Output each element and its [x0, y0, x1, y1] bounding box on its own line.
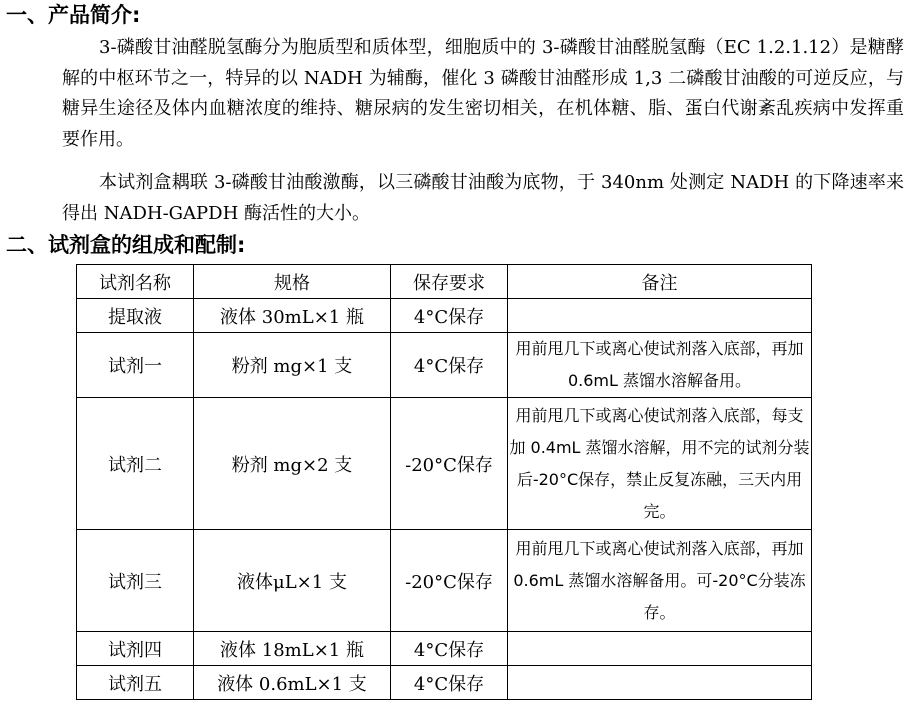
reagent-storage: 4°C保存 — [391, 333, 508, 398]
reagent-note: 用前甩几下或离心使试剂落入底部，再加 0.6mL 蒸馏水溶解备用。可-20°C分装冻存。 — [508, 530, 812, 632]
section-heading-intro: 一、产品简介: — [6, 3, 141, 27]
reagent-spec: 粉剂 mg×1 支 — [194, 333, 391, 398]
reagent-note — [508, 299, 812, 333]
reagent-name: 试剂四 — [77, 632, 194, 666]
header-note: 备注 — [508, 265, 812, 299]
reagent-name: 试剂三 — [77, 530, 194, 632]
reagent-storage: 4°C保存 — [391, 632, 508, 666]
reagent-table — [76, 264, 812, 700]
reagent-name: 试剂五 — [77, 666, 194, 700]
table-row — [77, 666, 812, 700]
table-row — [77, 333, 812, 398]
header-storage: 保存要求 — [391, 265, 508, 299]
reagent-name: 提取液 — [77, 299, 194, 333]
reagent-note — [508, 666, 812, 700]
table-row — [77, 398, 812, 530]
header-name: 试剂名称 — [77, 265, 194, 299]
reagent-name: 试剂一 — [77, 333, 194, 398]
reagent-storage: -20°C保存 — [391, 398, 508, 530]
reagent-storage: 4°C保存 — [391, 299, 508, 333]
intro-paragraph-2: 本试剂盒耦联 3-磷酸甘油酸激酶，以三磷酸甘油酸为底物，于 340nm 处测定 NADH 的下降速率来得出 NADH-GAPDH 酶活性的大小。 — [62, 172, 904, 224]
table-header-row — [77, 265, 812, 299]
reagent-storage: -20°C保存 — [391, 530, 508, 632]
reagent-spec: 液体μL×1 支 — [194, 530, 391, 632]
intro-paragraph-1: 3-磷酸甘油醛脱氢酶分为胞质型和质体型，细胞质中的 3-磷酸甘油醛脱氢酶（EC 1.2.1.12）是糖酵解的中枢环节之一，特异的以 NADH 为辅酶，催化 3 磷酸甘油醛形成 1,3 二磷酸甘油酸的可逆反应，与糖异生途径及体内血糖浓度的维持、糖尿病的发生密切相关，在机体糖、脂、蛋白代谢紊乱疾病中发挥重要作用。 — [62, 37, 904, 150]
table-row — [77, 530, 812, 632]
section-heading-kit: 二、试剂盒的组成和配制: — [6, 233, 246, 257]
reagent-spec: 液体 30mL×1 瓶 — [194, 299, 391, 333]
reagent-spec: 粉剂 mg×2 支 — [194, 398, 391, 530]
header-spec: 规格 — [194, 265, 391, 299]
table-row — [77, 299, 812, 333]
reagent-spec: 液体 18mL×1 瓶 — [194, 632, 391, 666]
reagent-spec: 液体 0.6mL×1 支 — [194, 666, 391, 700]
reagent-name: 试剂二 — [77, 398, 194, 530]
reagent-note — [508, 632, 812, 666]
table-row — [77, 632, 812, 666]
reagent-note: 用前甩几下或离心使试剂落入底部，再加 0.6mL 蒸馏水溶解备用。 — [508, 333, 812, 398]
reagent-storage: 4°C保存 — [391, 666, 508, 700]
reagent-note: 用前甩几下或离心使试剂落入底部，每支加 0.4mL 蒸馏水溶解，用不完的试剂分装后-20°C保存，禁止反复冻融，三天内用完。 — [508, 398, 812, 530]
